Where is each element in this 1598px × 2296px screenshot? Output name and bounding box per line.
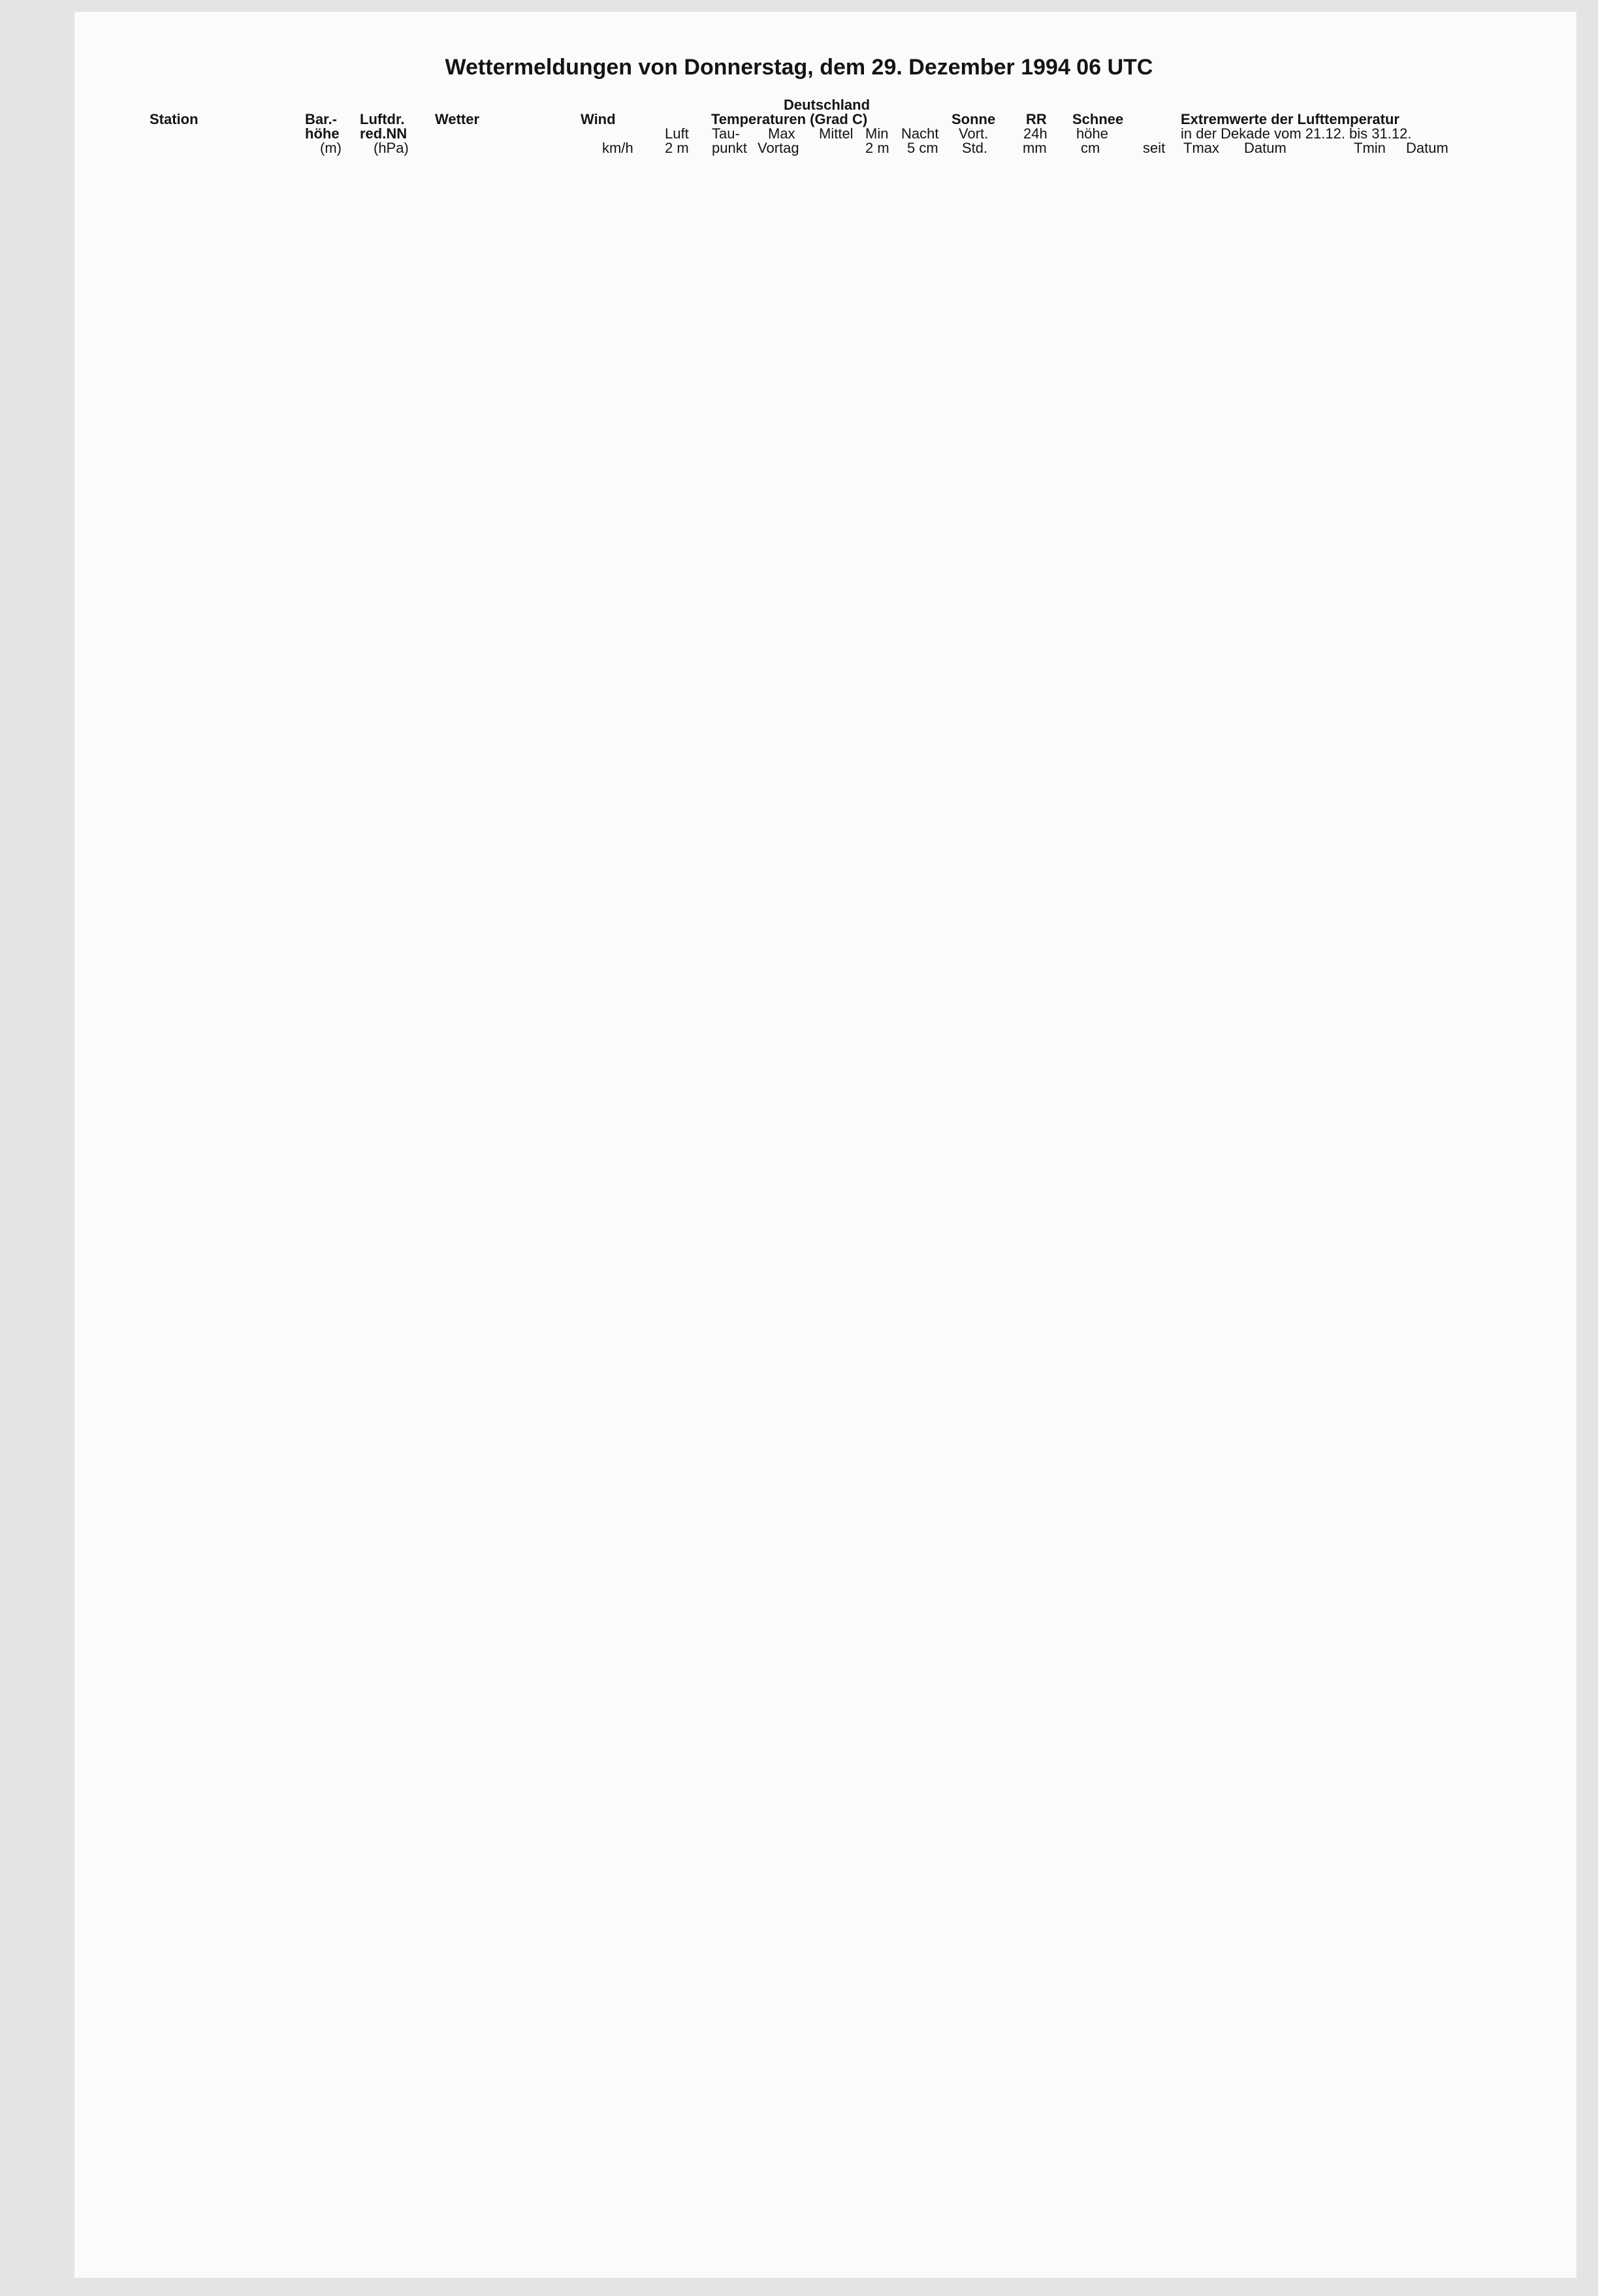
header-bar-2: höhe [305,125,340,142]
header-datum-min: Datum [1406,140,1448,156]
header-luft: Luft [665,125,689,142]
header-dekade: in der Dekade vom 21.12. bis 31.12. [1181,125,1412,142]
header-taupunkt: punkt [712,140,747,156]
header-tmin: Tmin [1354,140,1386,156]
header-datum-max: Datum [1244,140,1286,156]
header-deutschland: Deutschland [784,97,871,113]
header-min: Min [865,125,889,142]
header-temperaturen: Temperaturen (Grad C) [711,111,868,127]
header-tau: Tau- [712,125,740,142]
header-wetter: Wetter [435,111,480,127]
header-vortag: Vortag [758,140,799,156]
header-luftdruck-unit: (hPa) [374,140,409,156]
header-extremwerte: Extremwerte der Lufttemperatur [1181,111,1399,127]
header-mm: mm [1023,140,1047,156]
header-mittel: Mittel [819,125,854,142]
header-bar: Bar.- [305,111,337,127]
header-max: Max [768,125,795,142]
header-tmax: Tmax [1183,140,1219,156]
header-seit: seit [1143,140,1166,156]
header-luftdruck: Luftdr. [360,111,405,127]
header-luft-2m: 2 m [665,140,689,156]
header-kmh: km/h [602,140,633,156]
header-schnee: Schnee [1072,111,1124,127]
header-min-2m: 2 m [865,140,889,156]
header-cm: cm [1081,140,1100,156]
header-sonne: Sonne [951,111,996,127]
header-std: Std. [962,140,988,156]
header-min-5cm: 5 cm [907,140,938,156]
header-wind: Wind [581,111,616,127]
page-title: Wettermeldungen von Donnerstag, dem 29. Dezember 1994 06 UTC [445,55,1153,80]
page-sheet [74,12,1576,2278]
header-nacht: Nacht [901,125,939,142]
header-rr: RR [1026,111,1047,127]
header-bar-unit: (m) [320,140,342,156]
header-rr-24h: 24h [1023,125,1047,142]
header-station: Station [150,111,199,127]
table-header [0,98,1598,170]
header-schnee-hoehe: höhe [1076,125,1108,142]
header-luftdruck-2: red.NN [360,125,407,142]
header-vort: Vort. [959,125,989,142]
